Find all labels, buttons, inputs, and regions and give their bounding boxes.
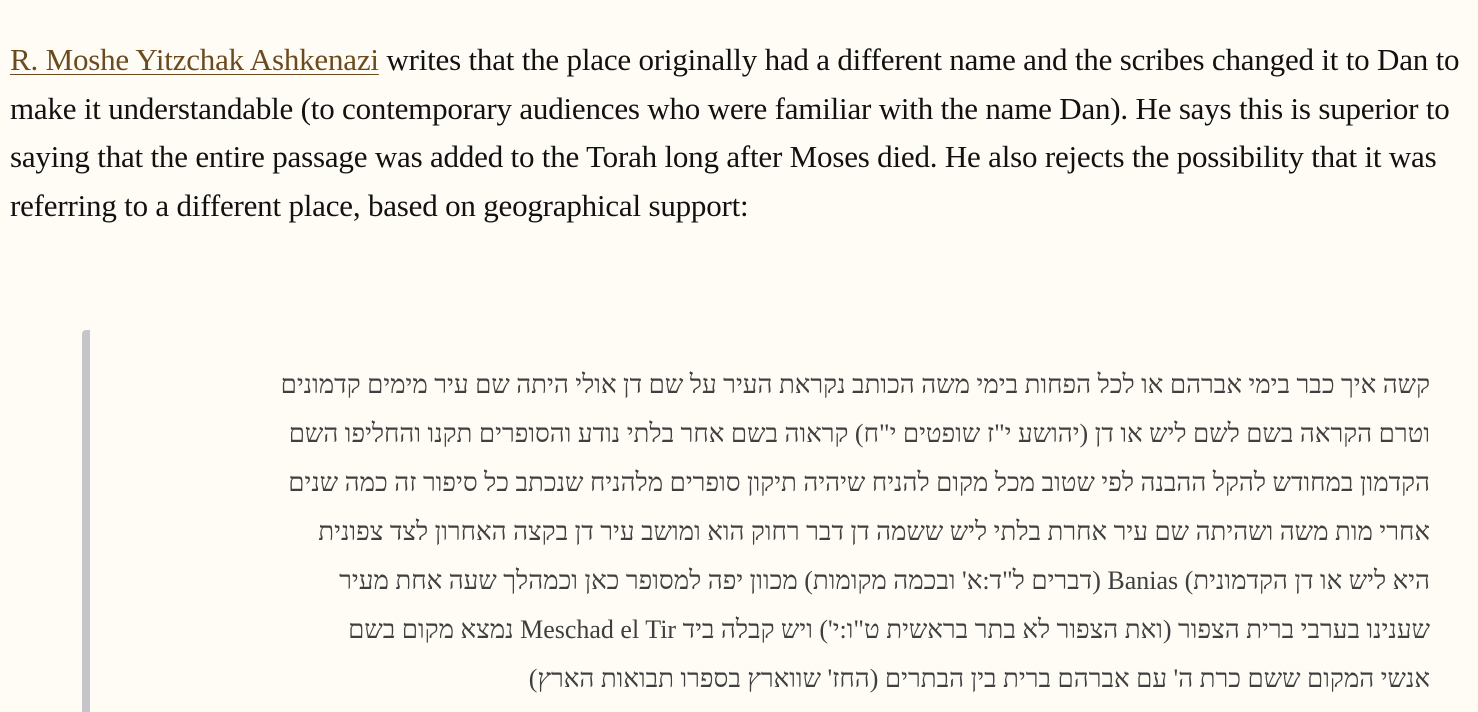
quote-line: הקדמון במחודש להקל ההבנה לפי שטוב מכל מקום להניח שיהיה תיקון סופרים מלהניח שנכתב כל סיפור זה כמה שנים bbox=[288, 468, 1430, 497]
hebrew-blockquote bbox=[82, 330, 1430, 712]
quote-line: וטרם הקראה בשם לשם ליש או דן (יהושע י"ז שופטים י"ח) קראוה בשם אחר בלתי נודע והסופרים תקנו והחליפו השם bbox=[288, 419, 1430, 448]
quote-line: קשה איך כבר בימי אברהם או לכל הפחות בימי משה הכותב נקראת העיר על שם דן אולי היתה שם עיר מימים קדמונים bbox=[280, 370, 1430, 399]
quote-text bbox=[118, 360, 1430, 703]
quote-line: שענינו בערבי ברית הצפור (ואת הצפור לא בתר בראשית ט"ו:י') ויש קבלה ביד Meschad el Tir נמצא מקום בשם bbox=[348, 615, 1430, 644]
quote-line: היא ליש או דן הקדמונית) Banias (דברים ל"ד:א' ובכמה מקומות) מכוון יפה למסופר כאן וכמהלך שעה אחת מעיר bbox=[339, 566, 1430, 595]
quote-line: אנשי המקום ששם כרת ה' עם אברהם ברית בין הבתרים (החז' שווארץ בספרו תבואות הארץ) bbox=[528, 664, 1430, 693]
intro-paragraph bbox=[10, 36, 1470, 230]
author-link[interactable]: R. Moshe Yitzchak Ashkenazi bbox=[10, 42, 379, 77]
quote-line: אחרי מות משה ושהיתה שם עיר אחרת בלתי ליש ששמה דן דבר רחוק הוא ומושב עיר דן בקצה האחרון לצד צפונית bbox=[318, 517, 1430, 546]
intro-text: writes that the place originally had a different name and the scribes changed it to Dan to make it understandable (to contemporary audiences who were familiar with the name Dan). He says this is superior to saying that the entire passage was added to the Torah long after Moses died. He also rejects the possibility that it was referring to a different place, based on geographical support: bbox=[10, 42, 1460, 223]
